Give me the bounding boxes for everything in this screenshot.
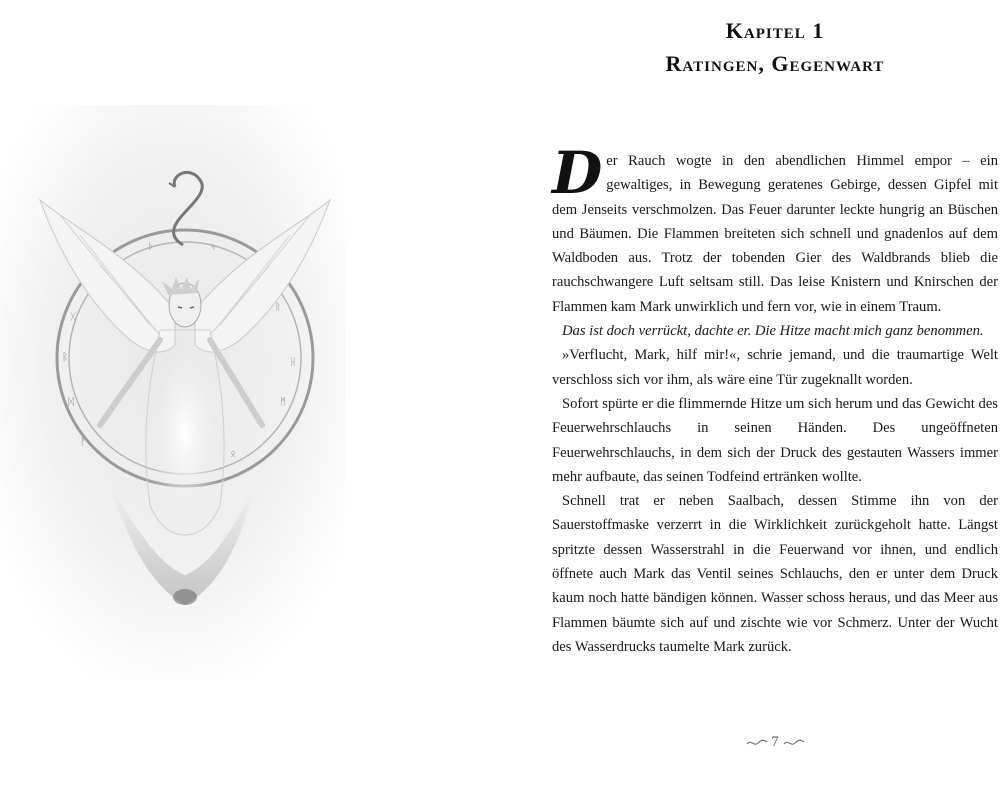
chapter-subtitle-heading: Ratingen, Gegenwart (665, 51, 885, 76)
paragraph: Sofort spürte er die flimmernde Hitze um sich herum und das Gewicht des Feuerwehrschlauchs in seinen Händen. Des ungeöffneten Feuerwehrschlauchs, in dem sich der Druck des gestauten Wassers immer mehr aufbaute, das seinen Todfeind ertränken wollte. (552, 395, 998, 485)
svg-text:ᛞ: ᛞ (68, 397, 74, 408)
chapter-body-text (552, 139, 998, 659)
winged-figure-illustration (0, 105, 345, 680)
page-number-footer (552, 734, 998, 751)
drop-cap: D (552, 139, 603, 207)
paragraph-text: er Rauch wogte in den abendlichen Himmel empor – ein gewaltiges, in Bewegung geratenes Gebirge, dessen Gipfel mit dem Jenseits verschmolzen. Das Feuer darunter leckte hungrig an Büschen und Bäumen. Die Flammen breiteten sich schnell und gnadenlos auf dem Waldboden aus. Trotz der tobenden Gier des Waldbrands blieb die rauchschwangere Luft seltsam still. Das leise Knistern und Knirschen der Flammen kam Mark unwirklich und fern vor, wie in einem Traum. (552, 153, 998, 315)
svg-text:ᛟ: ᛟ (230, 449, 236, 460)
right-page (500, 0, 1000, 800)
svg-text:ᚨ: ᚨ (80, 437, 86, 448)
swash-ornament-icon (746, 738, 768, 748)
svg-text:ᚺ: ᚺ (290, 357, 296, 368)
paragraph (552, 139, 998, 319)
svg-text:ᚱ: ᚱ (275, 302, 281, 313)
swash-ornament-icon (783, 738, 805, 748)
svg-text:ᚦ: ᚦ (148, 242, 154, 253)
page-number: 7 (771, 734, 779, 750)
paragraph: Schnell trat er neben Saalbach, dessen Stimme ihn von der Sauerstoffmaske verzerrt in die Wirklichkeit zurückgeholt hatte. Längst spritzte dessen Wasserstrahl in die Feuerwand vor ihnen, und endlich öffnete auch Mark das Ventil seines Schlauchs, den er unter dem Druck kaum noch hatte bändigen können. Wasser schoss heraus, und das Meer aus Flammen bäumte sich auf und zischte wie vor Schmerz. Unter der Wucht des Wasserdrucks taumelte Mark zurück. (552, 493, 998, 655)
svg-text:ᛗ: ᛗ (280, 397, 286, 408)
svg-text:ᛒ: ᛒ (62, 352, 68, 363)
chapter-number-heading: Kapitel 1 (725, 18, 825, 43)
paragraph: »Verflucht, Mark, hilf mir!«, schrie jemand, und die traumartige Welt verschloss sich vor ihm, als wäre eine Tür zugeknallt worden. (552, 347, 998, 388)
svg-text:ᚷ: ᚷ (70, 312, 76, 323)
svg-text:ᛃ: ᛃ (210, 242, 216, 253)
paragraph-italic-thought: Das ist doch verrückt, dachte er. Die Hitze macht mich ganz benommen. (562, 323, 984, 340)
